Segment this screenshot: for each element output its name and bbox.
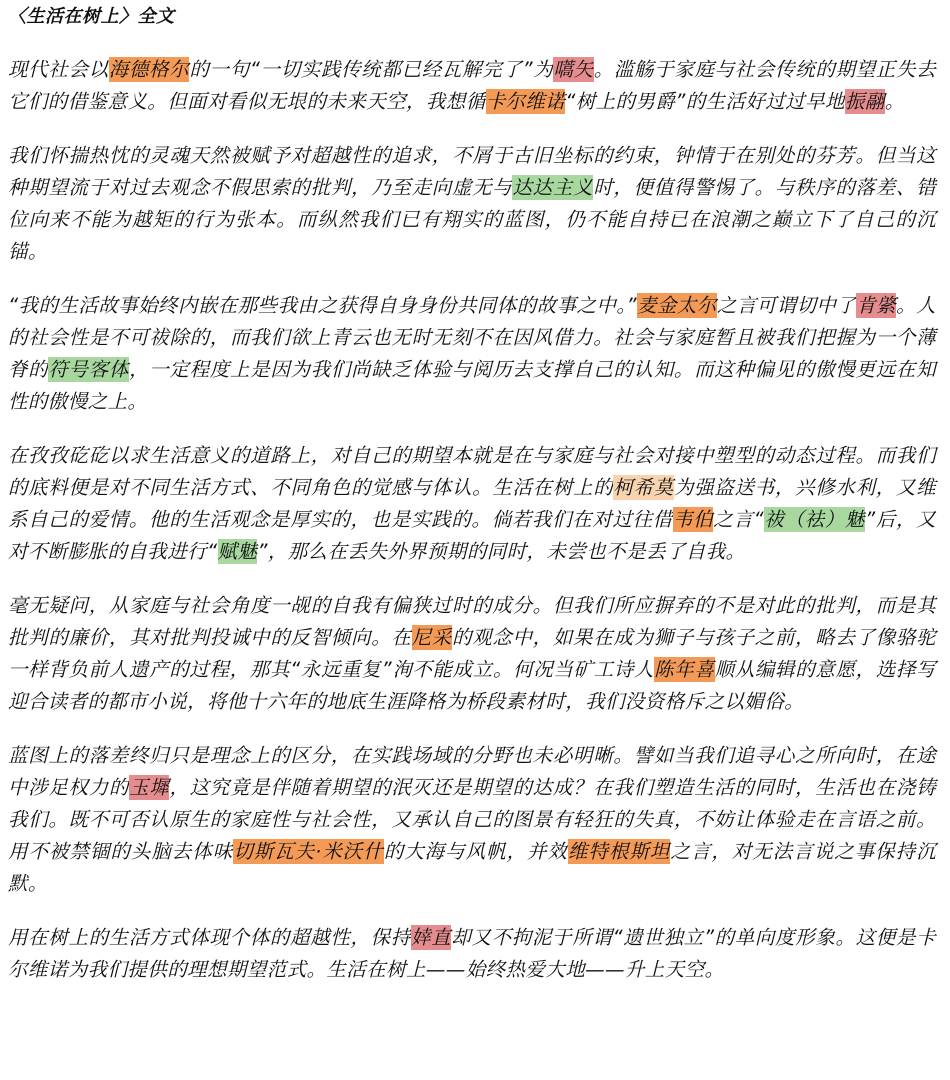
text-run: ”后，又对不断膨胀的自我进行“ bbox=[8, 508, 936, 563]
highlighted-term: 婞直 bbox=[410, 926, 452, 949]
text-run: 却又不拘泥于所谓“遗世独立”的单向度形象。这便是卡尔维诺为我们提供的理想期望范式。生活在树上——始终热爱大地——升上天空。 bbox=[8, 926, 936, 981]
text-run: 我们怀揣热忱的灵魂天然被赋予对超越性的追求，不屑于古旧坐标的约束，钟情于在别处的芬芳。但当这种期望流于对过去观念不假思索的批判，乃至走向虚无与 bbox=[8, 144, 936, 199]
text-run: 的观念中，如果在成为狮子与孩子之前，略去了像骆驼一样背负前人遗产的过程，那其“永远重复”洵不能成立。何况当矿工诗人 bbox=[8, 626, 936, 681]
paragraph-4 bbox=[8, 440, 936, 568]
paragraph-2 bbox=[8, 140, 936, 268]
highlighted-term: 韦伯 bbox=[672, 508, 714, 531]
highlighted-term: 卡尔维诺 bbox=[485, 90, 566, 113]
text-run: “我的生活故事始终内嵌在那些我由之获得自身身份共同体的故事之中。” bbox=[8, 294, 638, 317]
text-run: ，一定程度上是因为我们尚缺乏体验与阅历去支撑自己的认知。而这种偏见的傲慢更远在知性的傲慢之上。 bbox=[8, 358, 936, 413]
highlighted-term: 海德格尔 bbox=[108, 58, 190, 81]
text-run: 之言，对无法言说之事保持沉默。 bbox=[8, 840, 936, 895]
highlighted-term: 柯希莫 bbox=[613, 476, 674, 499]
highlighted-term: 赋魅 bbox=[217, 540, 258, 563]
text-run: 蓝图上的落差终归只是理念上的区分，在实践场域的分野也未必明晰。譬如当我们追寻心之所向时，在途中涉足权力的 bbox=[8, 744, 936, 799]
text-run: 。人的社会性是不可祓除的，而我们欲上青云也无时无刻不在因风借力。社会与家庭暂且被我们把握为一个薄脊的 bbox=[8, 294, 936, 381]
paragraph-7 bbox=[8, 922, 936, 986]
highlighted-term: 切斯瓦夫·米沃什 bbox=[233, 840, 384, 863]
text-run: ，这究竟是伴随着期望的泯灭还是期望的达成？在我们塑造生活的同时，生活也在浇铸我们。既不可否认原生的家庭性与社会性，又承认自己的图景有轻狂的失真，不妨让体验走在言语之前。用不被禁锢的头脑去体味 bbox=[8, 776, 936, 863]
highlighted-term: 玉墀 bbox=[129, 776, 170, 799]
text-run: “树上的男爵”的生活好过过早地 bbox=[565, 90, 845, 113]
text-run: 。 bbox=[884, 90, 905, 113]
page-title: 〈生活在树上〉全文 bbox=[8, 6, 175, 27]
text-run: 现代社会以 bbox=[8, 58, 109, 81]
text-run: 为强盗送书，兴修水利，又维系自己的爱情。他的生活观念是厚实的，也是实践的。倘若我们在对过往借 bbox=[8, 476, 936, 531]
text-run: 。滥觞于家庭与社会传统的期望正失去它们的借鉴意义。但面对看似无垠的未来天空，我想循 bbox=[8, 58, 936, 113]
text-run: 毫无疑问，从家庭与社会角度一觇的自我有偏狭过时的成分。但我们所应摒弃的不是对此的批判，而是其批判的廉价，其对批判投诚中的反智倾向。在 bbox=[8, 594, 936, 649]
highlighted-term: 维特根斯坦 bbox=[568, 840, 671, 863]
highlighted-term: 嚆矢 bbox=[553, 58, 594, 81]
highlighted-term: 尼采 bbox=[411, 626, 452, 649]
text-run: 之言可谓切中了 bbox=[716, 294, 857, 317]
highlighted-term: 符号客体 bbox=[48, 358, 130, 381]
highlighted-term: 麦金太尔 bbox=[637, 294, 717, 317]
text-run: 用在树上的生活方式体现个体的超越性，保持 bbox=[8, 926, 411, 949]
highlighted-term: 达达主义 bbox=[512, 176, 594, 199]
text-run: 的一句“一切实践传统都已经瓦解完了”为 bbox=[189, 58, 554, 81]
paragraph-1 bbox=[8, 54, 936, 118]
text-run: 的大海与风帆，并效 bbox=[383, 840, 569, 863]
highlighted-term: 肯綮 bbox=[856, 294, 897, 317]
text-run: 顺从编辑的意愿，选择写迎合读者的都市小说，将他十六年的地底生涯降格为桥段素材时，我们没资格斥之以媚俗。 bbox=[8, 658, 937, 713]
highlighted-term: 振翮 bbox=[844, 90, 885, 113]
paragraph-5 bbox=[8, 590, 936, 718]
text-run: 在孜孜矻矻以求生活意义的道路上，对自己的期望本就是在与家庭与社会对接中塑型的动态过程。而我们的底料便是对不同生活方式、不同角色的觉感与体认。生活在树上的 bbox=[8, 444, 936, 499]
text-run: 时，便值得警惕了。与秩序的落差、错位向来不能为越矩的行为张本。而纵然我们已有翔实的蓝图，仍不能自持已在浪潮之巅立下了自己的沉锚。 bbox=[8, 176, 936, 263]
essay-body bbox=[8, 54, 936, 986]
paragraph-6 bbox=[8, 740, 936, 900]
highlighted-term: 陈年喜 bbox=[654, 658, 715, 681]
text-run: 之言“ bbox=[713, 508, 765, 531]
paragraph-3 bbox=[8, 290, 936, 418]
text-run: ”，那么在丢失外界预期的同时，未尝也不是丢了自我。 bbox=[257, 540, 746, 563]
highlighted-term: 祓（祛）魅 bbox=[764, 508, 866, 531]
